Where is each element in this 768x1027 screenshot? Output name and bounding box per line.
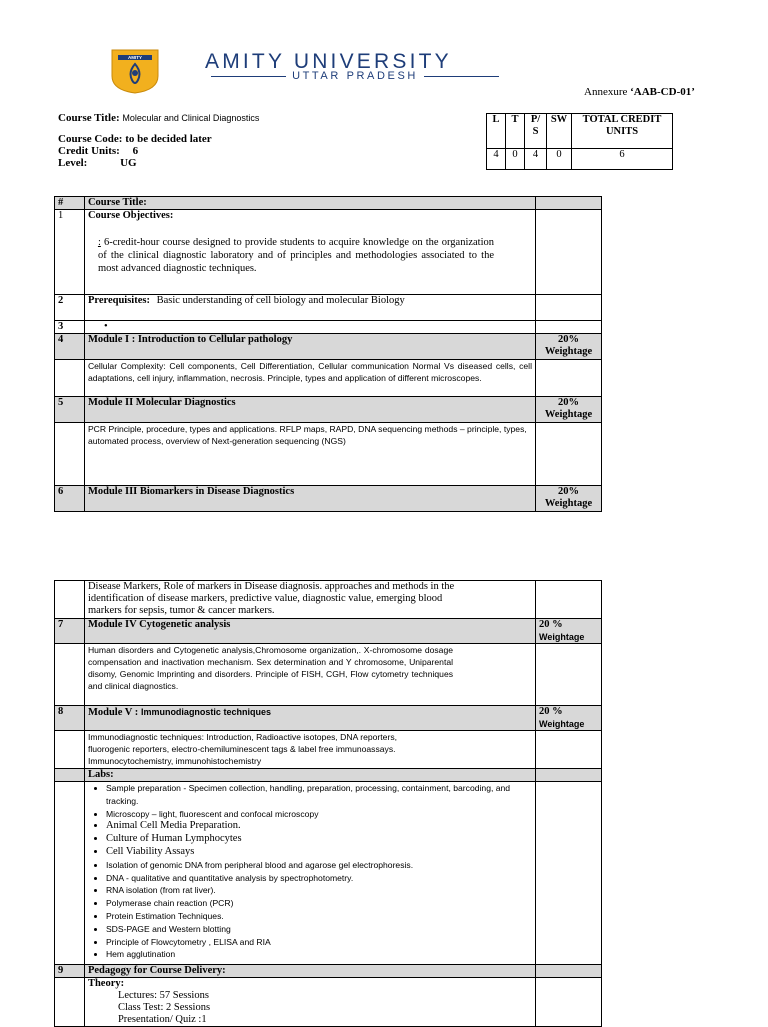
course-table-part-2 (54, 580, 602, 1027)
weightage-percent: 20% (558, 397, 579, 408)
list-item: • Animal Cell Media Preparation. (106, 820, 532, 833)
module-title: Module III Biomarkers in Disease Diagnostics (84, 486, 535, 512)
list-item: • RNA isolation (from rat liver). (106, 884, 532, 897)
module-title-suffix: Immunodiagnostic techniques (140, 707, 271, 717)
weightage-cell (536, 334, 602, 360)
weightage-label: Weightage (544, 346, 593, 357)
row-number: 3 (55, 321, 85, 334)
credit-value-ps: 4 (525, 149, 547, 170)
list-item: • Polymerase chain reaction (PCR) (106, 897, 532, 910)
level-value: UG (120, 157, 137, 169)
empty-cell (536, 321, 602, 334)
credit-units-value: 6 (132, 145, 139, 157)
list-item: • Culture of Human Lymphocytes (106, 833, 532, 846)
empty-cell (536, 782, 602, 965)
table-row (55, 210, 602, 295)
module-title-prefix: Module V : (87, 707, 141, 718)
empty-cell (55, 978, 85, 1027)
credit-header-t: T (506, 114, 525, 149)
objectives-colon: : (97, 237, 101, 248)
module-content: PCR Principle, procedure, types and applications. RFLP maps, RAPD, DNA sequencing methods – principle, types, automated process, overview of Next-generation sequencing (NGS) (84, 423, 535, 486)
course-title-row (58, 112, 259, 124)
row-number: 1 (55, 210, 85, 295)
labs-list-cell (84, 782, 535, 965)
list-item: • Cell Viability Assays (106, 846, 532, 859)
theory-cell (84, 978, 535, 1027)
module-content: Immunodiagnostic techniques: Introduction, Radioactive isotopes, DNA reporters, fluorogenic reporters, electro-chemiluminescent tags & label free immunoassays. Immunocytochemistry, immunohistochemistry (84, 731, 535, 769)
divider (211, 76, 286, 77)
course-code-label: Course Code: (58, 133, 123, 145)
table-row (55, 197, 602, 210)
weightage-percent: 20 % (539, 619, 563, 630)
module-content: Cellular Complexity: Cell components, Cell Differentiation, Cellular communication Normal Vs diseased cells, cell adaptations, cell injury, inflammation, necrosis. Principle, types and application of different microscopes. (84, 360, 535, 397)
credit-units-label: Credit Units: (58, 145, 120, 157)
row-number: # (55, 197, 85, 210)
theory-line: Lectures: 57 Sessions (117, 990, 209, 1001)
credit-header-l: L (487, 114, 506, 149)
annexure-label (584, 86, 695, 98)
row-number: 6 (55, 486, 85, 512)
table-row (55, 321, 602, 334)
empty-cell (536, 769, 602, 782)
weightage-cell (536, 397, 602, 423)
empty-cell (55, 644, 85, 706)
list-item: • DNA - qualitative and quantitative analysis by spectrophotometry. (106, 872, 532, 885)
row-number: 5 (55, 397, 85, 423)
university-subtitle (205, 70, 505, 82)
pedagogy-label: Pedagogy for Course Delivery: (84, 965, 535, 978)
bullet: • (103, 321, 108, 332)
list-item: • Microscopy – light, fluorescent and confocal microscopy (106, 808, 532, 821)
module-title: Module IV Cytogenetic analysis (84, 619, 535, 644)
credit-header-total: TOTAL CREDIT UNITS (572, 114, 673, 149)
weightage-label: Weightage (539, 632, 585, 642)
weightage-label: Weightage (544, 498, 593, 509)
empty-cell (55, 731, 85, 769)
module-content: Human disorders and Cytogenetic analysis,Chromosome organization,. X-chromosome dosage compensation and inactivation mechanism. Sex determination and Y chromosome, Uniparental disomy, Genomic Imprinting and disorders. Principle of FISH, CGH, Flow cytometry techniques and clinical diagnostics. (84, 644, 535, 706)
row-number: 9 (55, 965, 85, 978)
course-title-value: Molecular and Clinical Diagnostics (122, 113, 260, 123)
svg-text:AMITY: AMITY (128, 55, 142, 60)
table-row (55, 706, 602, 731)
table-row (55, 423, 602, 486)
amity-logo (108, 46, 162, 94)
row-label: Course Title: (84, 197, 535, 210)
empty-cell (536, 210, 602, 295)
weightage-label: Weightage (539, 719, 585, 729)
module-title: Module I : Introduction to Cellular pathology (84, 334, 535, 360)
row-number: 4 (55, 334, 85, 360)
prerequisites-cell (84, 295, 535, 321)
list-item: • Hem agglutination (106, 948, 532, 961)
level-label: Level: (58, 157, 88, 169)
prerequisites-text: Basic understanding of cell biology and molecular Biology (156, 295, 405, 306)
row-number: 7 (55, 619, 85, 644)
empty-cell (536, 295, 602, 321)
level-row (58, 157, 259, 169)
module-title: Module II Molecular Diagnostics (84, 397, 535, 423)
empty-cell (536, 581, 602, 619)
objectives-cell (84, 210, 535, 295)
weightage-percent: 20% (558, 486, 579, 497)
empty-cell (536, 360, 602, 397)
table-row (55, 978, 602, 1027)
prerequisites-label: Prerequisites: (87, 295, 150, 306)
annexure-code: ‘AAB-CD-01’ (630, 86, 695, 98)
credit-value-sw: 0 (547, 149, 572, 170)
credit-table (486, 113, 673, 170)
table-row (55, 397, 602, 423)
module-title (84, 706, 535, 731)
weightage-cell (536, 486, 602, 512)
empty-cell (55, 769, 85, 782)
list-item: • Isolation of genomic DNA from peripheral blood and agarose gel electrophoresis. (106, 859, 532, 872)
module-content: Disease Markers, Role of markers in Disease diagnosis. approaches and methods in the identification of disease markers, predictive value, diagnostic value, emerging blood markers for sepsis, tumor & cancer markers. (84, 581, 535, 619)
credit-value-l: 4 (487, 149, 506, 170)
table-row (55, 619, 602, 644)
labs-list (88, 782, 532, 961)
annexure-prefix: Annexure (584, 86, 631, 98)
objectives-body: 6-credit-hour course designed to provide students to acquire knowledge on the organization of the clinical diagnostic laboratory and of principles and methodologies associated to the most advanced diagnostic techniques. (97, 237, 495, 274)
weightage-label: Weightage (544, 409, 593, 420)
table-row (55, 581, 602, 619)
list-item: • Protein Estimation Techniques. (106, 910, 532, 923)
theory-line: Presentation/ Quiz :1 (117, 1014, 207, 1025)
table-row (55, 769, 602, 782)
course-code-value: to be decided later (125, 133, 212, 145)
list-item: • Sample preparation - Specimen collection, handling, preparation, processing, containment, barcoding, and tracking. (106, 782, 532, 808)
theory-line: Class Test: 2 Sessions (117, 1002, 211, 1013)
objectives-text (88, 236, 532, 275)
row-number: 2 (55, 295, 85, 321)
labs-label: Labs: (84, 769, 535, 782)
credit-value-t: 0 (506, 149, 525, 170)
course-code-row (58, 133, 259, 145)
empty-cell (536, 965, 602, 978)
empty-cell (55, 423, 85, 486)
weightage-percent: 20 % (539, 706, 563, 717)
weightage-cell (536, 619, 602, 644)
bullet-cell (84, 321, 535, 334)
table-row (55, 731, 602, 769)
table-row (55, 644, 602, 706)
table-row (55, 965, 602, 978)
list-item: • Principle of Flowcytometry , ELISA and RIA (106, 936, 532, 949)
credit-units-row (58, 145, 259, 157)
university-location: UTTAR PRADESH (292, 70, 418, 82)
empty-cell (55, 360, 85, 397)
table-row (55, 360, 602, 397)
table-row (55, 295, 602, 321)
course-table-part-1 (54, 196, 602, 512)
empty-cell (536, 644, 602, 706)
empty-cell (55, 581, 85, 619)
university-name: AMITY UNIVERSITY (205, 50, 452, 73)
credit-header-ps: P/ S (525, 114, 547, 149)
list-item: • SDS-PAGE and Western blotting (106, 923, 532, 936)
empty-cell (55, 782, 85, 965)
course-title-label: Course Title: (58, 112, 120, 124)
course-info (58, 112, 259, 169)
empty-cell (536, 731, 602, 769)
theory-label: Theory: (87, 978, 125, 989)
weightage-percent: 20% (558, 334, 579, 345)
credit-table-header (487, 114, 673, 149)
credit-value-total: 6 (572, 149, 673, 170)
objectives-label: Course Objectives: (87, 210, 174, 221)
table-row (55, 486, 602, 512)
credit-table-values (487, 149, 673, 170)
table-row (55, 782, 602, 965)
divider (424, 76, 499, 77)
table-row (55, 334, 602, 360)
weightage-cell (536, 706, 602, 731)
row-number: 8 (55, 706, 85, 731)
credit-header-sw: SW (547, 114, 572, 149)
empty-cell (536, 197, 602, 210)
empty-cell (536, 423, 602, 486)
empty-cell (536, 978, 602, 1027)
